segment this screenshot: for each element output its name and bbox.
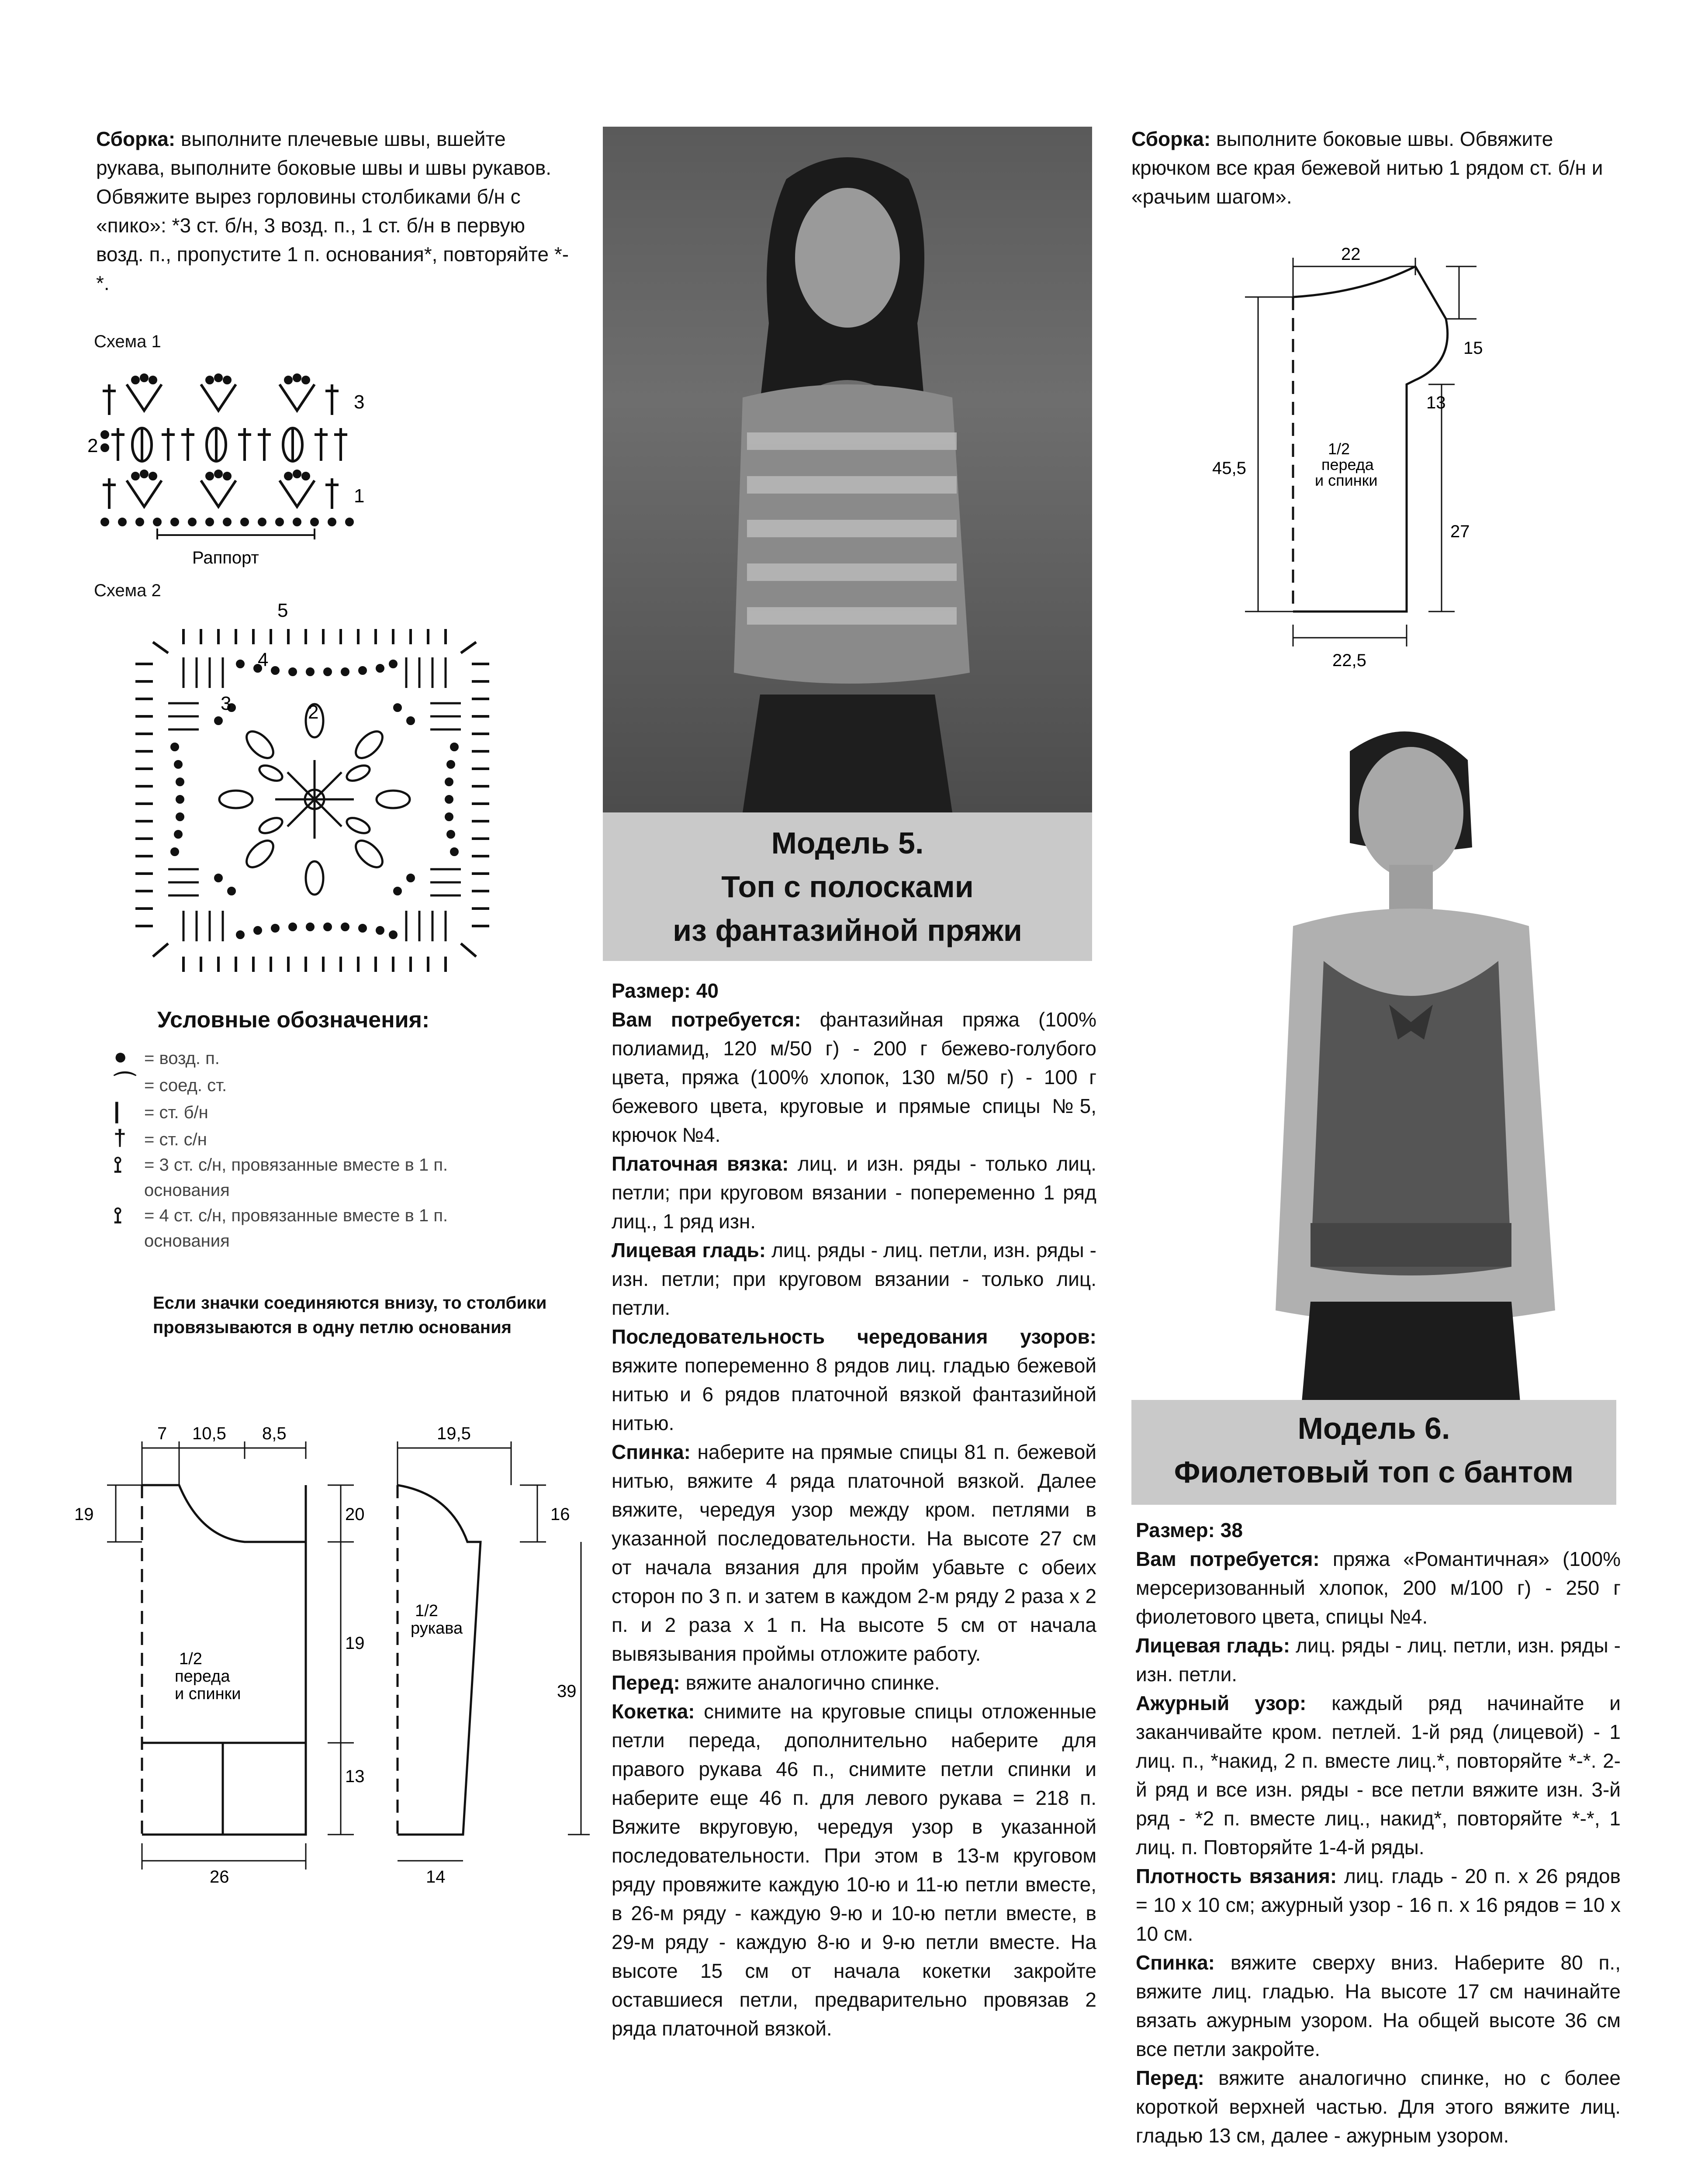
model5-garter: Платочная вязка: лиц. и изн. ряды - только лиц. петли; при круговом вязании - попеременно 1 ряд лиц., 1 ряд изн. — [612, 1152, 1096, 1233]
pat1-left-19: 19 — [74, 1505, 94, 1524]
model5-sequence: Последовательность чередования узоров: вяжите попеременно 8 рядов лиц. гладью бежевой нитью и 6 рядов платочной вязкой фантазийной нитью. — [612, 1325, 1096, 1434]
model5-figure-illustration — [603, 127, 1092, 812]
model5-yoke: Кокетка: снимите на круговые спицы отложенные петли переда, дополнительно наберите для правого рукава 46 п., снимите петли спинки и наберите еще 46 п. для левого рукава = 218 п. Вяжите вкруговую, чередуя узор в указанной последовательности. При этом в 13-м круговом ряду провяжите каждую 10-ю и 11-ю петли вместе, в 26-м ряду - каждую 9-ю и 10-ю петли вместе, в 29-м ряду - каждую 8-ю и 9-ю петли вместе. На высоте 15 см от начала кокетки закройте оставшиеся петли, предварительно провязав 2 ряда платочной вязкой. — [612, 1700, 1096, 2040]
model5-size: Размер: 40 — [612, 979, 719, 1002]
legend-title: Условные обозначения: — [157, 1007, 430, 1033]
model5-caption-line3: из фантазийной пряжи — [673, 913, 1022, 947]
pat1-label-3: и спинки — [175, 1685, 241, 1703]
model6-needs: Вам потребуется: пряжа «Романтичная» (100% мерсеризованный хлопок, 200 м/100 г) - 250 г фиолетового цвета, спицы №4. — [1136, 1548, 1621, 1628]
model5-caption-line2: Топ с полосками — [721, 870, 974, 904]
pat1-right-13: 13 — [345, 1767, 365, 1786]
scheme1-row1-num: 1 — [354, 485, 365, 507]
model6-instructions — [1136, 1516, 1621, 2150]
model6-lace: Ажурный узор: каждый ряд начинайте и заканчивайте кром. петлей. 1-й ряд (лицевой) - 1 лиц. п., *накид, 2 п. вместе лиц.*, повторяйте *-*. 2-й ряд и все изн. ряды - все петли вяжите изн. 3-й ряд - *2 п. вместе лиц., накид*, повторяйте *-*, 1 лиц. п. Повторяйте 1-4-й ряды. — [1136, 1692, 1621, 1859]
scheme1-row3-marks — [103, 375, 339, 415]
pat1-right-20: 20 — [345, 1505, 365, 1524]
model5-needs: Вам потребуется: фантазийная пряжа (100% полиамид, 120 м/50 г) - 200 г бежево-голубого цвета, пряжа (100% хлопок, 130 м/50 г) - 100 г бежевого цвета, круговые и прямые спицы №5, крючок №4. — [612, 1008, 1096, 1146]
scheme2-num-5: 5 — [277, 600, 288, 621]
pat1-top-7: 7 — [157, 1424, 167, 1443]
model5-photo — [603, 127, 1092, 812]
model5-front: Перед: вяжите аналогично спинке. — [612, 1671, 940, 1694]
scheme1-rapport-label: Раппорт — [192, 548, 259, 567]
scheme2-center-spokes — [275, 760, 354, 839]
scheme2-title: Схема 2 — [94, 581, 161, 600]
scheme2-num-3: 3 — [221, 693, 232, 714]
legend-text-3dc: = 3 ст. с/н, провязанные вместе в 1 п. основания — [144, 1155, 448, 1200]
model5-pattern-diagram — [66, 1411, 603, 1904]
model6-pattern-diagram — [1188, 240, 1546, 677]
model5-stockinette: Лицевая гладь: лиц. ряды - лиц. петли, изн. ряды - изн. петли; при круговом вязании - только лиц. петли. — [612, 1239, 1096, 1319]
model6-size: Размер: 38 — [1136, 1519, 1243, 1541]
model6-body-outline — [1293, 266, 1448, 612]
scheme1-base-chain — [102, 519, 353, 525]
model5-caption — [603, 812, 1092, 961]
legend-item-chain — [114, 1044, 568, 1071]
legend-text-dc: = ст. с/н — [144, 1130, 207, 1149]
legend-text-slip: = соед. ст. — [144, 1076, 227, 1095]
chain-dot-icon: ● — [114, 1044, 128, 1069]
legend-item-4dc — [114, 1203, 568, 1254]
pat1-right-19: 19 — [345, 1634, 365, 1653]
sleeve-label-1: 1/2 — [415, 1602, 438, 1620]
model6-caption — [1131, 1400, 1616, 1505]
legend-item-slip — [114, 1071, 568, 1098]
legend-list — [114, 1044, 568, 1254]
scheme1-title: Схема 1 — [94, 332, 161, 351]
pat2-left-455: 45,5 — [1212, 459, 1246, 478]
pat2-label-2: переда — [1321, 456, 1374, 473]
legend-item-3dc — [114, 1152, 568, 1203]
double-crochet-icon: † — [114, 1125, 126, 1151]
pat2-side-13: 13 — [1426, 393, 1446, 412]
model6-front: Перед: вяжите аналогично спинке, но с более короткой верхней частью. Для этого вяжите лиц. гладью 13 см, далее - ажурным узором. — [1136, 2067, 1621, 2147]
slip-stitch-icon: ⌒ — [114, 1071, 137, 1096]
legend-item-dc — [114, 1125, 568, 1152]
scheme2-num-2: 2 — [308, 702, 319, 723]
pat2-side-15: 15 — [1463, 339, 1483, 358]
sleeve-label-2: рукава — [411, 1619, 463, 1638]
model6-gauge: Плотность вязания: лиц. гладь - 20 п. x 26 рядов = 10 x 10 см; ажурный узор - 16 п. x 16 рядов = 10 x 10 см. — [1136, 1865, 1621, 1945]
legend-note: Если значки соединяются внизу, то столбики провязываются в одну петлю основания — [153, 1293, 547, 1337]
legend-item-sc — [114, 1098, 568, 1125]
scheme1-diagram — [87, 367, 393, 568]
model6-figure-illustration — [1206, 699, 1616, 1402]
model6-caption-line2: Фиолетовый топ с бантом — [1174, 1455, 1574, 1489]
col1-assembly-label: Сборка: — [96, 128, 176, 150]
col3-assembly — [1131, 124, 1616, 211]
pat2-label-3: и спинки — [1315, 471, 1378, 489]
pat2-label-1: 1/2 — [1328, 440, 1350, 458]
pat1-label-1: 1/2 — [179, 1650, 202, 1668]
sleeve-bottom-14: 14 — [426, 1867, 446, 1887]
legend-text-chain: = возд. п. — [144, 1049, 220, 1068]
legend-text-4dc: = 4 ст. с/н, провязанные вместе в 1 п. основания — [144, 1206, 448, 1251]
sleeve-right-39: 39 — [557, 1682, 577, 1701]
pat2-right-27: 27 — [1450, 522, 1470, 541]
model6-stockinette: Лицевая гладь: лиц. ряды - лиц. петли, изн. ряды - изн. петли. — [1136, 1634, 1621, 1686]
scheme1-row2-marks — [102, 428, 347, 461]
pat2-bottom-225: 22,5 — [1332, 651, 1366, 670]
scheme1-row3-num: 3 — [354, 391, 365, 413]
sleeve-outline — [398, 1485, 481, 1835]
sleeve-right-16: 16 — [550, 1505, 570, 1524]
model5-instructions — [612, 976, 1096, 2043]
legend-text-sc: = ст. б/н — [144, 1103, 208, 1122]
sleeve-top-195: 19,5 — [437, 1424, 471, 1443]
model6-back: Спинка: вяжите сверху вниз. Наберите 80 п., вяжите лиц. гладью. На высоте 17 см начинайте вязать ажурным узором. На общей высоте 36 см все петли закройте. — [1136, 1951, 1621, 2060]
pat1-top-105: 10,5 — [192, 1424, 226, 1443]
scheme2-diagram — [127, 594, 502, 978]
pat2-top-22: 22 — [1341, 245, 1361, 264]
model6-caption-line1: Модель 6. — [1297, 1411, 1450, 1445]
col3-assembly-label: Сборка: — [1131, 128, 1211, 150]
model5-back: Спинка: наберите на прямые спицы 81 п. бежевой нитью, вяжите 4 ряда платочной вязкой. Далее вяжите, чередуя узор между кром. петлями в указанной последовательности. На высоте 27 см от начала вязания для пройм убавьте с обеих сторон по 3 п. и затем в каждом 2-м ряду 2 раза x 2 п. и 2 раза x 1 п. На высоте 5 см от начала вывязывания проймы отложите работу. — [612, 1441, 1096, 1665]
model6-photo — [1206, 699, 1616, 1402]
model5-caption-line1: Модель 5. — [771, 826, 924, 860]
col3-assembly-text: выполните боковые швы. Обвяжите крючком все края бежевой нитью 1 рядом ст. б/н и «рачьим шагом». — [1131, 128, 1603, 208]
three-dc-cluster-icon: ⟟ — [114, 1152, 122, 1178]
col1-assembly-text: выполните плечевые швы, вшейте рукава, выполните боковые швы и швы рукавов. Обвяжите вырез горловины столбиками б/н с «пико»: *3 ст. б/н, 3 возд. п., 1 ст. б/н в первую возд. п., пропустите 1 п. основания*, повторяйте *-*. — [96, 128, 569, 294]
scheme1-row2-num: 2 — [87, 435, 98, 456]
col1-assembly — [96, 124, 577, 297]
pat1-top-85: 8,5 — [262, 1424, 287, 1443]
pat1-bottom-26: 26 — [210, 1867, 229, 1887]
pat1-label-2: переда — [175, 1667, 230, 1686]
four-dc-cluster-icon: ⟟ — [114, 1203, 122, 1228]
scheme2-num-4: 4 — [258, 649, 269, 670]
scheme1-row1-marks — [103, 471, 339, 509]
single-crochet-icon: | — [114, 1098, 120, 1123]
